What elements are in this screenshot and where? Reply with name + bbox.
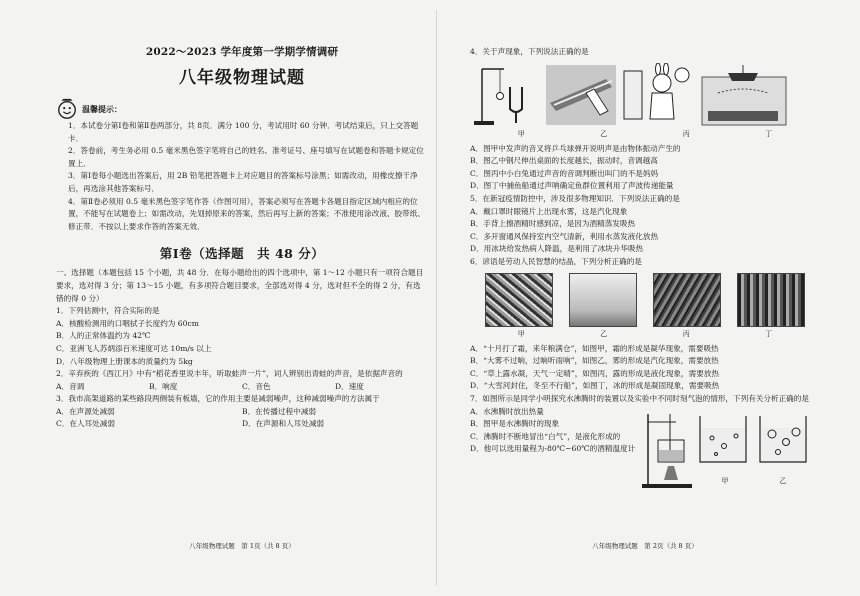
section-instruction: 一、选择题（本题包括 15 个小题，共 48 分．在每小题给出的四个选项中，第 1～12 小题只有一项符合题目要求，选对得 3 分；第 13～15 小题，有多项符合题目要求，全部选对得 4 分，选对但不全的得 2 分，有选错的得 0 分） xyxy=(56,268,424,303)
caption: 甲 xyxy=(517,129,525,138)
question-stem: 2．辛弃疾的《西江月》中有“稻花香里说丰年，听取蛙声一片”，词人辨别出青蛙的声音，是依据声音的 xyxy=(56,369,403,379)
rabbit-door-figure xyxy=(622,63,692,127)
option: A．戴口罩时眼镜片上出现水雾，这是汽化现象 xyxy=(470,206,628,216)
tuning-fork-figure xyxy=(470,63,540,127)
option: A．图甲中发声的音叉将乒乓球弹开说明声是由物体振动产生的 xyxy=(470,143,681,153)
option: D．“大雪河封住，冬至不行船”，如图丁，冰的形成是凝固现象，需要吸热 xyxy=(470,381,720,391)
tip-item: 2．答卷前，考生务必用 0.5 毫米黑色签字笔将自己的姓名、准考证号、座号填写在试题卷和答题卡规定位置上． xyxy=(68,146,424,168)
option-row xyxy=(56,418,428,431)
option: C．多开窗通风保持室内空气清新，利用水蒸发液化放热 xyxy=(470,231,659,241)
option-row xyxy=(56,406,428,419)
caption: 乙 xyxy=(600,329,608,338)
option: D．用冰块给发热病人降温，是利用了冰块升华吸热 xyxy=(470,244,644,254)
right-page xyxy=(470,0,820,596)
section-title: 第Ⅰ卷（选择题 共 48 分） xyxy=(159,246,325,262)
bubble-figures xyxy=(696,406,812,490)
smiley-icon xyxy=(56,98,78,120)
option: B．在传播过程中减弱 xyxy=(242,406,316,416)
caption: 丁 xyxy=(765,129,773,138)
option: B．图甲是水沸腾时的现象 xyxy=(470,419,560,429)
ice-river-photo xyxy=(737,273,805,327)
tip-item: 1．本试卷分第Ⅰ卷和第Ⅱ卷两部分，共 8页．满分 100 分，考试用时 60 分钟．考试结束后，只上交答题卡． xyxy=(68,121,419,143)
option: A．音调 xyxy=(56,381,85,391)
boiling-apparatus-figure xyxy=(640,410,696,490)
question-stem: 3．我市高架道路的某些路段两侧装有板墙，它的作用主要是减弱噪声，这种减弱噪声的方法属于 xyxy=(56,394,380,404)
tips-header xyxy=(56,98,428,120)
option: D．速度 xyxy=(335,381,364,391)
option: C．亚洲飞人苏炳添百米速度可达 10m/s 以上 xyxy=(56,343,212,353)
question-stem: 5．在新冠疫情防控中，涉及很多物理知识．下列说法正确的是 xyxy=(470,193,680,203)
tips-title: 温馨提示： xyxy=(82,103,122,114)
caption: 乙 xyxy=(779,476,787,485)
question-stem: 1．下列估测中，符合实际的是 xyxy=(56,306,160,316)
option: C．沸腾时不断地冒出“白气”，是液化形成的 xyxy=(470,431,621,441)
option-row xyxy=(56,381,428,394)
caption: 丁 xyxy=(765,329,773,338)
option: A．在声源处减弱 xyxy=(56,406,115,416)
option: B．响度 xyxy=(149,381,178,391)
figure-captions xyxy=(470,329,820,343)
dew-photo xyxy=(653,273,721,327)
tip-item: 3．第Ⅰ卷每小题选出答案后，用 2B 铅笔把答题卡上对应题目的答案标号涂黑；如需改动，用橡皮擦干净后，再选涂其他答案标号． xyxy=(68,171,418,193)
option: D．在声源和人耳处减弱 xyxy=(242,419,325,429)
option: C．“草上露水凝，天气一定晴”，如图丙，露的形成是液化现象，需要放热 xyxy=(470,368,719,378)
q6-photos xyxy=(470,273,820,327)
option: C．图丙中小白兔通过声音的音调判断出叫门的不是妈妈 xyxy=(470,168,659,178)
steel-ruler-figure xyxy=(546,63,616,127)
caption: 甲 xyxy=(721,476,729,485)
caption: 乙 xyxy=(600,129,608,138)
option: C．音色 xyxy=(242,381,271,391)
option: D．他可以选用量程为-80℃~60℃的酒精温度计 xyxy=(470,444,636,454)
exam-title: 八年级物理试题 xyxy=(179,68,305,88)
caption: 丙 xyxy=(682,329,690,338)
page-footer: 八年级物理试题 第 1页（共 8 页） xyxy=(189,542,295,550)
q4-figures xyxy=(470,63,820,127)
option: A．“十月打了霜，来年粮满仓”，如图甲，霜的形成是凝华现象，需要吸热 xyxy=(470,343,719,353)
option: D．图丁中捕鱼船通过声呐确定鱼群位置利用了声波传递能量 xyxy=(470,181,674,191)
caption: 丙 xyxy=(682,129,690,138)
exam-year-header: 2022～2023 学年度第一学期学情调研 xyxy=(145,46,339,58)
option: A．水沸腾时放出热量 xyxy=(470,406,544,416)
figure-captions xyxy=(696,476,812,486)
sonar-ship-figure xyxy=(698,63,788,127)
page-divider xyxy=(436,10,437,586)
fog-photo xyxy=(569,273,637,327)
caption: 甲 xyxy=(517,329,525,338)
question-stem: 7．如图所示是同学小明探究水沸腾时的装置以及实验中不同时刻气泡的情形，下列有关分析正确的是 xyxy=(470,393,809,403)
left-page xyxy=(56,0,428,596)
frost-photo xyxy=(485,273,553,327)
option: B．人的正常体温约为 42℃ xyxy=(56,331,151,341)
option: C．在人耳处减弱 xyxy=(56,419,115,429)
question-stem: 4．关于声现象，下列说法正确的是 xyxy=(470,47,589,56)
question-stem: 6．谚语是劳动人民智慧的结晶，下列分析正确的是 xyxy=(470,256,642,266)
tip-item: 4．第Ⅱ卷必须用 0.5 毫米黑色签字笔作答（作图可用），答案必须写在答题卡各题目指定区域内相应的位置，不能写在试题卷上；如需改动，先划掉原来的答案，然后再写上新的答案；不准使用涂改液、胶带纸、修正带．不按以上要求作答的答案无效． xyxy=(68,196,425,231)
q7-block xyxy=(470,406,820,490)
option: D．八年级物理上册课本的质量约为 5kg xyxy=(56,356,193,366)
option: B．“大雾不过晌，过晌听雨响”，如图乙，雾的形成是汽化现象，需要放热 xyxy=(470,356,719,366)
option: B．手背上擦酒精时感到凉，是因为酒精蒸发吸热 xyxy=(470,219,636,229)
figure-captions xyxy=(470,129,820,143)
beakers-figure xyxy=(696,410,812,472)
option: B．图乙中钢尺伸出桌面的长度越长，振动时，音调越高 xyxy=(470,156,658,166)
option: A．核酸检测用的口咽拭子长度约为 60cm xyxy=(56,318,199,328)
page-footer: 八年级物理试题 第 2页（共 8 页） xyxy=(592,542,698,550)
